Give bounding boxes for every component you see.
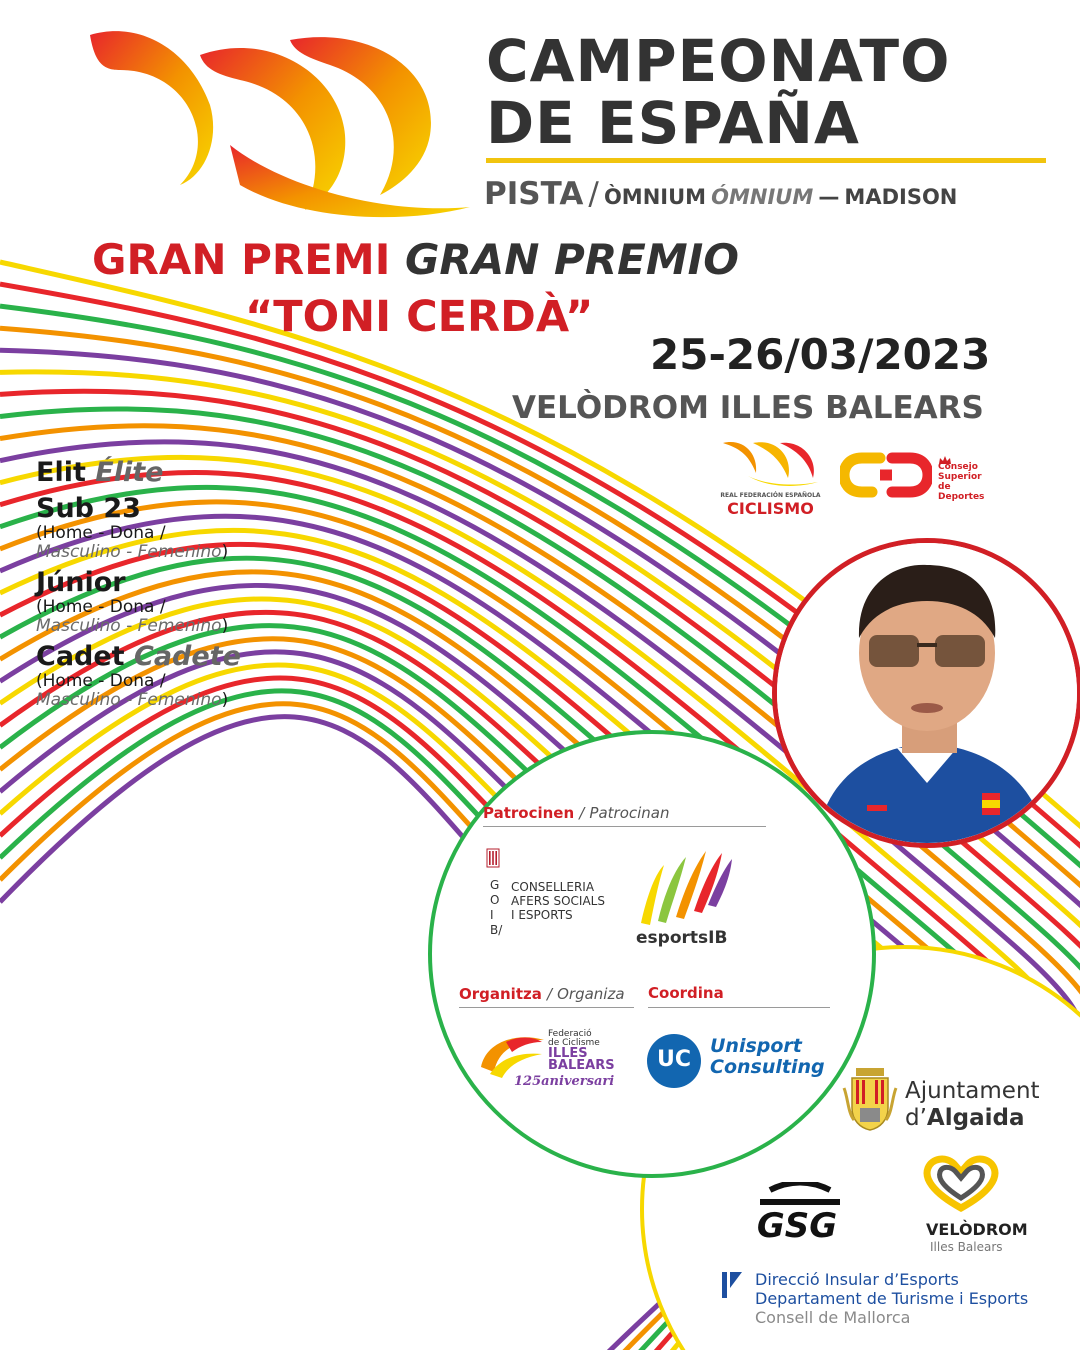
goib-crest-icon: [486, 848, 500, 868]
category-cadet-es: Cadete: [134, 641, 241, 672]
sponsor-label-ca: Patrocinen: [483, 804, 575, 822]
coordina-rule: [648, 1007, 830, 1008]
event-omnium-es: ÓMNIUM: [711, 185, 814, 209]
organiza-label-slash: /: [546, 985, 553, 1003]
gsg-logo: [735, 1182, 860, 1242]
gran-premi-es: GRAN PREMIO: [404, 235, 739, 284]
discipline: PISTA: [484, 176, 584, 212]
conselleria-line2: AFERS SOCIALS: [511, 894, 605, 908]
fed-line1: Federació: [548, 1029, 592, 1039]
person-portrait: [777, 543, 1077, 843]
category-cadet-close: ): [221, 690, 229, 710]
category-sub23: Sub 23: [36, 493, 141, 524]
title-line-2: DE ESPAÑA: [486, 89, 860, 157]
direccio-line1: Direcció Insular d’Esports: [755, 1270, 959, 1289]
sponsor-label-slash: /: [579, 804, 585, 822]
category-cadet-gender-ca: (Home - Dona /: [36, 671, 166, 691]
csd-line3: de Deportes: [938, 482, 985, 502]
organiza-label: [459, 984, 625, 1003]
category-cadet-ca: Cadet: [36, 641, 125, 672]
sponsors-circle: [428, 730, 876, 1178]
rfec-logo: [718, 438, 823, 518]
category-sub23-gender-ca: (Home - Dona /: [36, 523, 166, 543]
velodrom-line1: VELÒDROM: [926, 1220, 1028, 1239]
direccio-text: [755, 1270, 1028, 1327]
fed-text-big: [548, 1048, 615, 1072]
ajuntament-line2-name: Algaida: [926, 1105, 1025, 1131]
category-junior-close: ): [221, 616, 229, 636]
category-junior-gender-ca: (Home - Dona /: [36, 597, 166, 617]
category-elit-ca: Elit: [36, 457, 86, 488]
organiza-rule: [459, 1007, 634, 1008]
direccio-line2: Departament de Turisme i Esports: [755, 1289, 1029, 1308]
uc-mark: UC: [656, 1047, 691, 1072]
category-sub23-close: ): [221, 542, 229, 562]
rfec-line1: REAL FEDERACIÓN ESPAÑOLA: [720, 492, 821, 499]
category-sub23-gender: [36, 543, 276, 562]
category-elit: [36, 458, 276, 488]
ajuntament-text: [905, 1078, 1040, 1132]
category-elit-es: Élite: [95, 457, 164, 488]
gsg-text: GSG: [756, 1206, 838, 1242]
category-cadet-gender: [36, 691, 276, 710]
category-cadet-gender-es: Masculino - Femenino: [36, 690, 222, 710]
category-junior: Júnior: [36, 567, 126, 598]
rfec-swirl-icon: [718, 438, 823, 488]
csd-cs-icon: [840, 450, 932, 500]
unisport-line2: Consulting: [710, 1056, 825, 1078]
organiza-label-es: Organiza: [557, 985, 625, 1003]
csd-logo: [840, 450, 990, 505]
sponsor-rule: [483, 826, 766, 827]
discipline-line: [484, 176, 957, 212]
csd-text: [938, 462, 990, 502]
category-junior-gender: [36, 617, 276, 636]
ajuntament-line2: [905, 1105, 1040, 1132]
consell-mark-icon: [720, 1270, 746, 1300]
category-cadet: [36, 642, 276, 672]
csd-line2: Superior: [938, 472, 982, 482]
esportsib-brush-icon: [636, 845, 736, 927]
event-dash: —: [818, 185, 840, 209]
crown-icon: [938, 450, 952, 460]
unisport-text: [710, 1036, 825, 1078]
sponsor-label-es: Patrocinan: [589, 804, 670, 822]
event-omnium-ca: ÒMNIUM: [603, 185, 707, 209]
algaida-crest-icon: [842, 1068, 898, 1132]
velodrom-line2: Illes Balears: [930, 1240, 1003, 1254]
fed-line5: 125aniversari: [514, 1074, 615, 1089]
event-venue: VELÒDROM ILLES BALEARS: [512, 390, 984, 426]
conselleria-text: [511, 880, 605, 922]
ajuntament-line2-prefix: d’: [905, 1105, 927, 1131]
organiza-label-ca: Organitza: [459, 985, 542, 1003]
csd-line1: Consejo: [938, 462, 978, 472]
unisport-line1: Unisport: [710, 1035, 802, 1057]
fed-line4: BALEARS: [548, 1058, 615, 1073]
category-junior-gender-es: Masculino - Femenino: [36, 616, 222, 636]
title-rule: [486, 158, 1046, 163]
gran-premi-line: [92, 235, 739, 284]
goib-letters: GOIB/: [490, 878, 503, 937]
velodrom-heart-icon: [922, 1154, 1000, 1212]
fed-line3: ILLES: [548, 1046, 588, 1061]
coordina-label: Coordina: [648, 984, 724, 1002]
esportsib-text: esportsIB: [636, 928, 728, 948]
direccio-line3: Consell de Mallorca: [755, 1308, 911, 1327]
event-madison: MADISON: [844, 185, 958, 209]
portrait-circle: [772, 538, 1080, 848]
cycling-swirl-logo: [80, 25, 475, 225]
conselleria-line3: I ESPORTS: [511, 908, 573, 922]
ajuntament-line1: Ajuntament: [905, 1078, 1040, 1104]
conselleria-line1: CONSELLERIA: [511, 880, 595, 894]
rfec-line2: CICLISMO: [727, 499, 814, 518]
categories-list: [36, 458, 276, 710]
title-line-1: CAMPEONATO: [486, 27, 951, 95]
category-sub23-gender-es: Masculino - Femenino: [36, 542, 222, 562]
gran-premi-name: “TONI CERDÀ”: [245, 292, 594, 342]
sponsor-label: [483, 803, 670, 822]
event-date: 25-26/03/2023: [650, 330, 991, 379]
discipline-slash: /: [588, 176, 599, 212]
fed-line2: de Ciclisme: [548, 1038, 600, 1048]
uc-circle-icon: [647, 1034, 701, 1088]
gran-premi-ca: GRAN PREMI: [92, 235, 391, 284]
